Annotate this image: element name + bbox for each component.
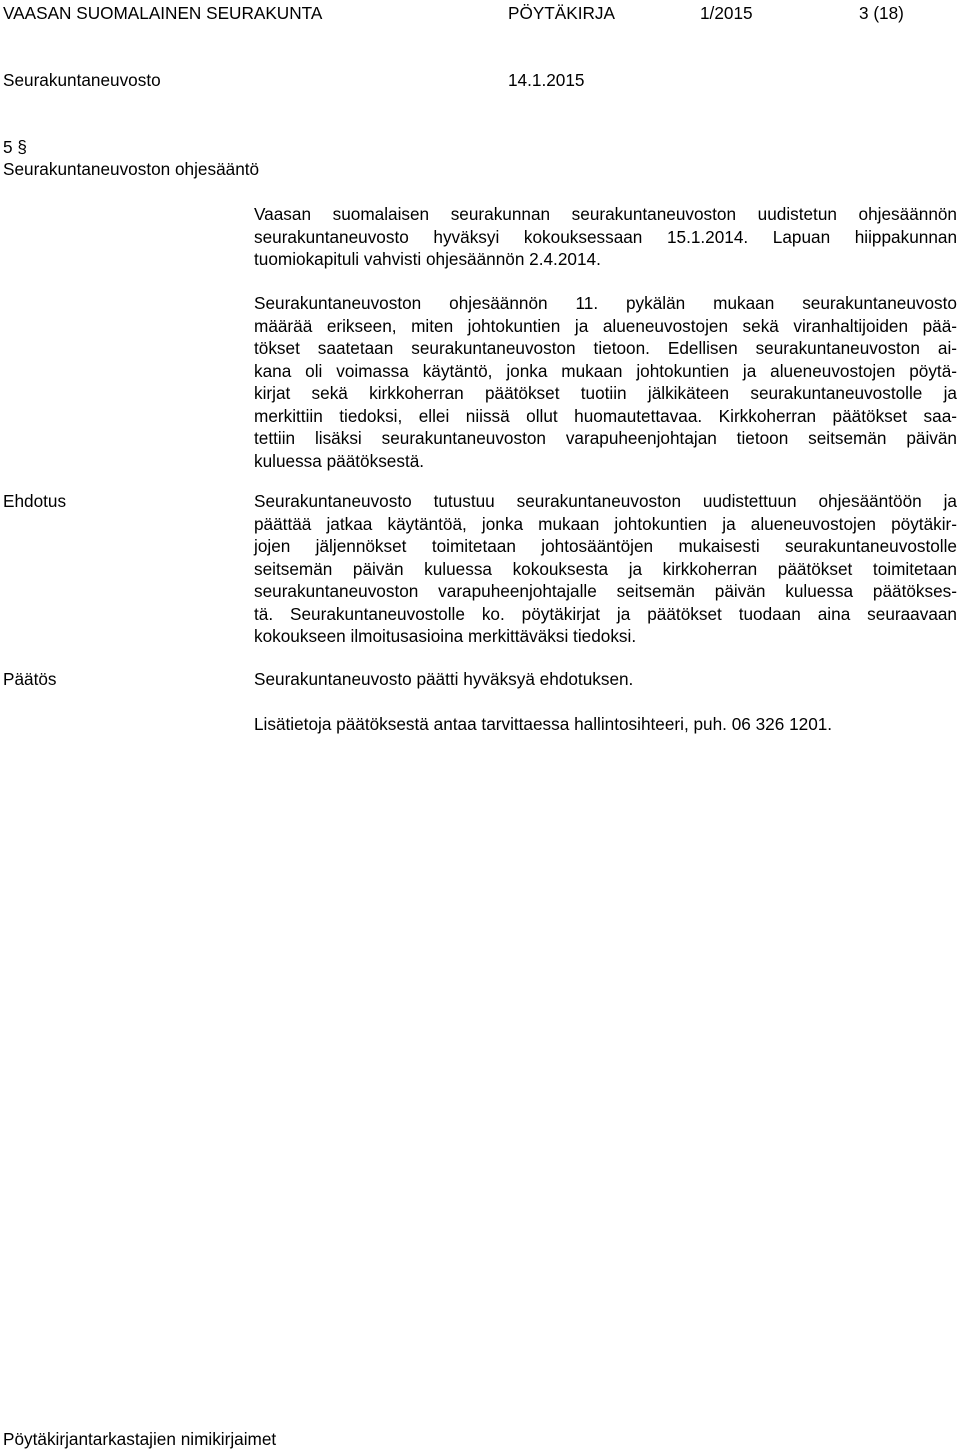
paragraph-line: kuluessa päätöksestä. [254,450,425,471]
header-body-name: Seurakuntaneuvosto [3,70,161,90]
paragraph-line: seurakuntaneuvoston varapuheenjohtajalle seitsemän päivän kuluessa päätökses- [254,581,957,601]
paragraph-line: tökset saatetaan seurakuntaneuvoston tietoon. Edellisen seurakuntaneuvoston ai- [254,338,957,358]
paragraph-line: päättää jatkaa käytäntöä, jonka mukaan johtokuntien ja alueneuvostojen pöytäkir- [254,513,957,534]
header-document-type: PÖYTÄKIRJA [508,3,615,23]
background-paragraph [254,203,957,271]
paragraph-line: kokoukseen ilmoitusasioina merkittäväksi tiedoksi. [254,626,637,646]
paragraph-line: Seurakuntaneuvosto tutustuu seurakuntaneuvoston uudistettuun ohjesääntöön ja [254,491,957,511]
paragraph-line: tettiin lisäksi seurakuntaneuvoston varapuheenjohtajan tietoon seitsemän päivän [254,428,957,448]
header-document-number: 1/2015 [700,3,753,23]
proposal-label: Ehdotus [3,491,67,511]
header-organization: VAASAN SUOMALAINEN SEURAKUNTA [3,3,323,23]
footer-signatures-label: Pöytäkirjantarkastajien nimikirjaimet [3,1429,277,1449]
decision-label: Päätös [3,669,57,689]
paragraph-line: seitsemän päivän kuluessa kokouksesta ja kirkkoherran päätökset toimitetaan [254,558,957,579]
paragraph-line: seurakuntaneuvosto hyväksyi kokouksessaan 15.1.2014. Lapuan hiippakunnan [254,226,957,247]
paragraph-line: merkittiin tiedoksi, ellei niissä ollut huomautettavaa. Kirkkoherran päätökset saa- [254,405,957,426]
paragraph-line: Seurakuntaneuvoston ohjesäännön 11. pykälän mukaan seurakuntaneuvosto [254,293,957,313]
paragraph-line: jojen jäljennökset toimitetaan johtosääntöjen mukaisesti seurakuntaneuvostolle [254,536,957,556]
paragraph-line: tuomiokapituli vahvisti ohjesäännön 2.4.2014. [254,249,601,269]
section-number: 5 § [3,137,27,157]
section-title: Seurakuntaneuvoston ohjesääntö [3,159,260,179]
header-page-number: 3 (18) [859,3,904,23]
decision-paragraph: Seurakuntaneuvosto päätti hyväksyä ehdotuksen. [254,669,634,689]
paragraph-line: Vaasan suomalaisen seurakunnan seurakuntaneuvoston uudistetun ohjesäännön [254,204,957,224]
practice-paragraph [254,292,957,472]
paragraph-line: kirjat sekä kirkkoherran päätökset tuotiin jälkikäteen seurakuntaneuvostolle ja [254,383,957,403]
paragraph-line: tä. Seurakuntaneuvostolle ko. pöytäkirjat ja päätökset tuodaan aina seuraavaan [254,603,957,624]
info-paragraph: Lisätietoja päätöksestä antaa tarvittaessa hallintosihteeri, puh. 06 326 1201. [254,714,833,734]
paragraph-line: kana oli voimassa käytäntö, jonka mukaan johtokuntien ja alueneuvostojen pöytä- [254,360,957,381]
paragraph-line: määrää erikseen, miten johtokuntien ja alueneuvostojen sekä viranhaltijoiden pää- [254,315,957,336]
proposal-paragraph [254,490,957,648]
header-meeting-date: 14.1.2015 [508,70,585,90]
